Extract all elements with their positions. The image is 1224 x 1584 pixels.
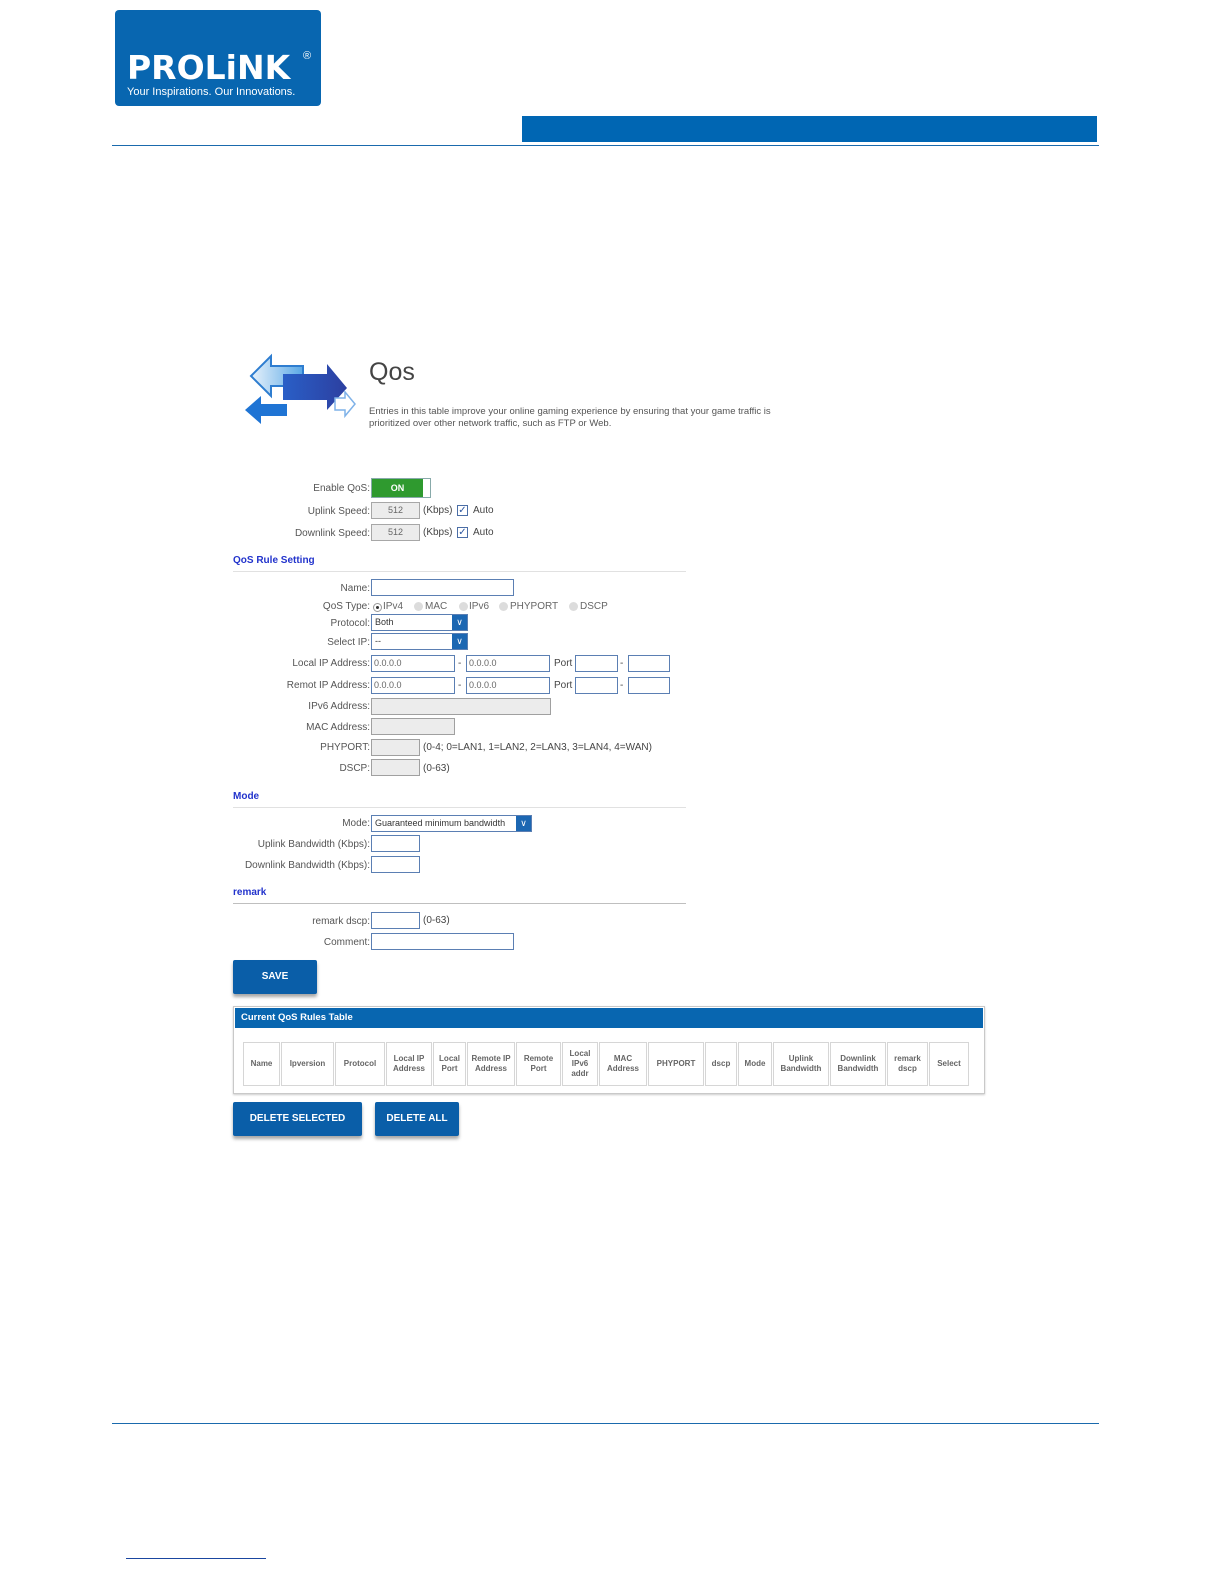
downlink-bandwidth-input[interactable] xyxy=(371,856,420,873)
mac-address-input[interactable] xyxy=(371,718,455,735)
col-remote-ip: Remote IP Address xyxy=(467,1042,515,1086)
local-ip-label: Local IP Address: xyxy=(292,658,370,669)
name-input[interactable] xyxy=(371,579,514,596)
local-ip-start-input[interactable]: 0.0.0.0 xyxy=(371,655,455,672)
toggle-on-state: ON xyxy=(372,479,423,497)
uplink-bandwidth-label: Uplink Bandwidth (Kbps): xyxy=(257,839,370,850)
header-divider xyxy=(112,145,1099,146)
remote-port-end-input[interactable] xyxy=(628,677,670,694)
header-bar xyxy=(522,116,1097,142)
radio-ipv6[interactable] xyxy=(459,602,468,611)
radio-ipv6-label: IPv6 xyxy=(469,601,490,612)
local-port-start-input[interactable] xyxy=(575,655,618,672)
uplink-auto-checkbox[interactable]: ✓ xyxy=(458,505,467,516)
select-ip-value: -- xyxy=(375,636,381,646)
comment-input[interactable] xyxy=(371,933,514,950)
col-mode: Mode xyxy=(738,1042,772,1086)
col-dscp: dscp xyxy=(705,1042,737,1086)
radio-ipv4[interactable] xyxy=(373,603,382,612)
radio-dscp-label: DSCP xyxy=(580,601,608,612)
protocol-value: Both xyxy=(375,617,394,627)
uplink-speed-label: Uplink Speed: xyxy=(307,506,370,517)
mac-address-label: MAC Address: xyxy=(306,722,370,733)
dscp-hint: (0-63) xyxy=(423,763,450,774)
protocol-label: Protocol: xyxy=(330,618,370,629)
col-ipversion: Ipversion xyxy=(281,1042,334,1086)
downlink-speed-input[interactable]: 512 xyxy=(371,524,420,541)
local-ip-dash: - xyxy=(458,658,462,669)
radio-dscp[interactable] xyxy=(569,602,578,611)
delete-selected-button[interactable]: DELETE SELECTED xyxy=(233,1102,362,1136)
col-local-ip: Local IP Address xyxy=(386,1042,432,1086)
remark-dscp-input[interactable] xyxy=(371,912,420,929)
local-ip-end-input[interactable]: 0.0.0.0 xyxy=(466,655,550,672)
qos-arrows-icon xyxy=(243,352,359,428)
name-label: Name: xyxy=(340,583,370,594)
col-local-ipv6: Local IPv6 addr xyxy=(562,1042,598,1086)
enable-qos-label: Enable QoS: xyxy=(313,483,370,494)
ipv6-address-label: IPv6 Address: xyxy=(308,701,370,712)
remote-port-dash: - xyxy=(620,680,624,691)
comment-label: Comment: xyxy=(323,937,370,948)
page-description: Entries in this table improve your online gaming experience by ensuring that your game traffic is prioritized over other network traffic, such as FTP or Web. xyxy=(369,406,771,429)
uplink-speed-input[interactable]: 512 xyxy=(371,502,420,519)
col-downlink-bandwidth: Downlink Bandwidth xyxy=(830,1042,886,1086)
downlink-bandwidth-label: Downlink Bandwidth (Kbps): xyxy=(244,860,370,871)
uplink-bandwidth-input[interactable] xyxy=(371,835,420,852)
col-select: Select xyxy=(929,1042,969,1086)
downlink-speed-label: Downlink Speed: xyxy=(294,528,370,539)
remark-dscp-hint: (0-63) xyxy=(423,915,450,926)
mode-select[interactable] xyxy=(371,815,532,832)
rules-table-header-row xyxy=(243,1042,970,1086)
downlink-auto-label: Auto xyxy=(473,527,494,538)
qos-type-label: QoS Type: xyxy=(322,601,370,612)
phyport-hint: (0-4; 0=LAN1, 1=LAN2, 2=LAN3, 3=LAN4, 4=WAN) xyxy=(423,742,652,753)
footer-divider xyxy=(112,1423,1099,1424)
section-mode: Mode xyxy=(233,791,260,802)
logo-brand: PROLiNK xyxy=(127,48,291,87)
page-title: Qos xyxy=(369,358,415,386)
uplink-auto-label: Auto xyxy=(473,505,494,516)
select-ip-select[interactable] xyxy=(371,633,468,650)
mode-label: Mode: xyxy=(342,818,370,829)
col-protocol: Protocol xyxy=(335,1042,385,1086)
radio-ipv4-label: IPv4 xyxy=(383,601,404,612)
col-local-port: Local Port xyxy=(433,1042,466,1086)
remark-dscp-label: remark dscp: xyxy=(312,916,370,927)
radio-phyport[interactable] xyxy=(499,602,508,611)
delete-all-button[interactable]: DELETE ALL xyxy=(375,1102,459,1136)
qos-rules-table xyxy=(233,1006,985,1094)
chevron-down-icon: ∨ xyxy=(516,816,531,831)
section-qos-rule-setting: QoS Rule Setting xyxy=(233,555,315,566)
radio-phyport-label: PHYPORT xyxy=(510,601,559,612)
uplink-unit: (Kbps) xyxy=(423,505,453,516)
col-name: Name xyxy=(243,1042,280,1086)
select-ip-label: Select IP: xyxy=(327,637,370,648)
phyport-input[interactable] xyxy=(371,739,420,756)
section-remark: remark xyxy=(233,887,267,898)
logo-registered: ® xyxy=(303,50,312,62)
save-button[interactable]: SAVE xyxy=(233,960,317,994)
ipv6-address-input[interactable] xyxy=(371,698,551,715)
enable-qos-toggle[interactable] xyxy=(371,478,431,498)
remote-port-start-input[interactable] xyxy=(575,677,618,694)
chevron-down-icon: ∨ xyxy=(452,615,467,630)
local-port-end-input[interactable] xyxy=(628,655,670,672)
col-phyport: PHYPORT xyxy=(648,1042,704,1086)
radio-mac[interactable] xyxy=(414,602,423,611)
section-divider xyxy=(233,571,686,572)
col-uplink-bandwidth: Uplink Bandwidth xyxy=(773,1042,829,1086)
dscp-label: DSCP: xyxy=(339,763,370,774)
footer-underline xyxy=(126,1558,266,1559)
chevron-down-icon: ∨ xyxy=(452,634,467,649)
section-divider xyxy=(233,807,686,808)
remote-ip-label: Remot IP Address: xyxy=(286,680,370,691)
logo-tagline: Your Inspirations. Our Innovations. xyxy=(127,86,296,98)
remote-ip-dash: - xyxy=(458,680,462,691)
downlink-unit: (Kbps) xyxy=(423,527,453,538)
dscp-input[interactable] xyxy=(371,759,420,776)
remote-port-label: Port xyxy=(554,680,573,691)
col-mac-address: MAC Address xyxy=(599,1042,647,1086)
prolink-logo xyxy=(115,10,321,106)
downlink-auto-checkbox[interactable]: ✓ xyxy=(458,527,467,538)
col-remote-port: Remote Port xyxy=(516,1042,561,1086)
remote-ip-start-input[interactable]: 0.0.0.0 xyxy=(371,677,455,694)
remote-ip-end-input[interactable]: 0.0.0.0 xyxy=(466,677,550,694)
local-port-label: Port xyxy=(554,658,573,669)
mode-value: Guaranteed minimum bandwidth xyxy=(375,818,506,828)
section-divider xyxy=(233,903,686,904)
phyport-label: PHYPORT: xyxy=(320,742,370,753)
col-remark-dscp: remark dscp xyxy=(887,1042,928,1086)
protocol-select[interactable] xyxy=(371,614,468,631)
local-port-dash: - xyxy=(620,658,624,669)
radio-mac-label: MAC xyxy=(425,601,448,612)
rules-table-title: Current QoS Rules Table xyxy=(235,1008,983,1028)
